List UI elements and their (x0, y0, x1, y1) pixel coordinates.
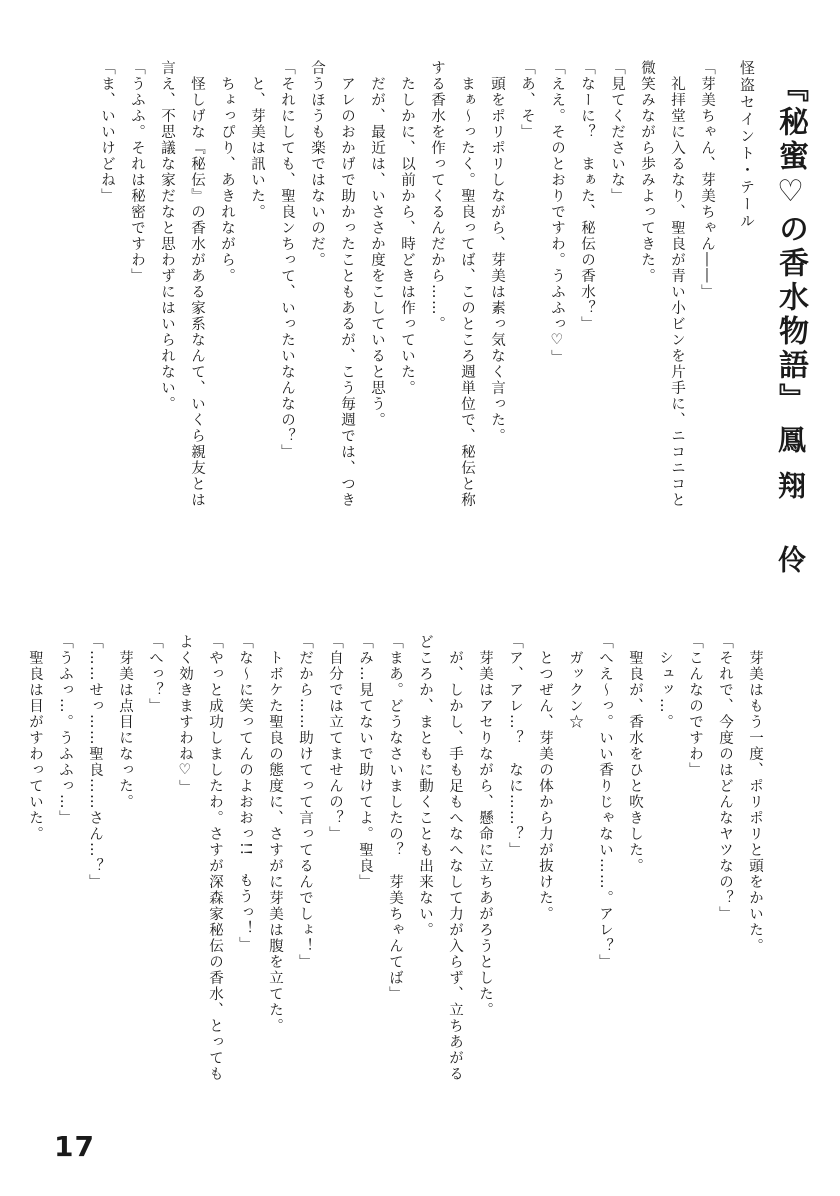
text-line: 「芽美ちゃん、芽美ちゃん――」 (699, 60, 715, 300)
text-line: 「それにしても、聖良ンちって、いったいなんなの？」 (279, 60, 295, 460)
text-line: が、しかし、手も足もへなへなして力が入らず、立ちあがる (447, 634, 463, 1082)
text-line: 芽美はアセりながら、懸命に立ちあがろうとした。 (477, 634, 493, 1018)
text-line: 芽美はもう一度、ポリポリと頭をかいた。 (747, 634, 763, 954)
top-text-block (92, 60, 722, 580)
text-line: 「やっと成功しましたわ。さすが深森家秘伝の香水、とっても (207, 634, 223, 1082)
text-line: 「ま、いいけどね」 (99, 60, 115, 204)
text-line: 聖良が、香水をひと吹きした。 (627, 634, 643, 874)
text-line: よく効きますわね♡」 (177, 634, 193, 796)
text-line: 「見てくださいな」 (609, 60, 625, 204)
page-number: 17 (54, 1130, 95, 1163)
series-title: 怪盗セイント・テール (738, 60, 756, 230)
text-line: 「ええ。そのとおりですわ。うふふっ♡」 (549, 60, 565, 366)
text-line: ガックン☆ (567, 634, 583, 730)
text-line: どころか、まともに動くことも出来ない。 (417, 634, 433, 938)
text-line: 「うふっ…。うふふっ…」 (57, 634, 73, 826)
text-line: する香水を作ってくるんだから……。 (429, 60, 445, 332)
text-line: 合うほうも楽ではないのだ。 (309, 60, 325, 268)
text-line: 「自分では立てませんの？」 (327, 634, 343, 842)
text-line: と、芽美は訊いた。 (249, 60, 265, 220)
text-line: 微笑みながら歩みよってきた。 (639, 60, 655, 284)
text-line: 言え、不思議な家だなと思わずにはいられない。 (159, 60, 175, 412)
text-line: 怪しげな『秘伝』の香水がある家系なんて、いくら親友とは (189, 60, 205, 508)
text-line: 「ア、アレ…？ なに……？」 (507, 634, 523, 858)
text-line: 「あ、そ」 (519, 60, 535, 140)
text-line: 「へっ？」 (147, 634, 163, 714)
text-line: 「なーに？ まぁた、秘伝の香水？」 (579, 60, 595, 332)
story-title: 『秘蜜♡の香水物語』 (773, 72, 808, 417)
text-line: 「それで、今度のはどんなヤツなの？」 (717, 634, 733, 922)
text-line: 芽美は点目になった。 (117, 634, 133, 810)
text-line: 聖良は目がすわっていた。 (27, 634, 43, 842)
text-line: まぁ～ったく。聖良ってば、このところ週単位で、秘伝と称 (459, 60, 475, 508)
text-line: トボケた聖良の態度に、さすがに芽美は腹を立てた。 (267, 634, 283, 1034)
text-line: とつぜん、芽美の体から力が抜けた。 (537, 634, 553, 922)
text-line: 「こんなのですわ」 (687, 634, 703, 778)
text-line: たしかに、以前から、時どきは作っていた。 (399, 60, 415, 396)
text-line: 頭をポリポリしながら、芽美は素っ気なく言った。 (489, 60, 505, 444)
text-line: ちょっぴり、あきれながら。 (219, 60, 235, 284)
text-line: 「み…見てないで助けてよ。聖良」 (357, 634, 373, 890)
text-line: シュッ…。 (657, 634, 673, 730)
text-line: だが、最近は、いささか度をこしていると思う。 (369, 60, 385, 428)
text-line: 「うふふ。それは秘密ですわ」 (129, 60, 145, 284)
author-name: 鳳翔 伶 (774, 425, 807, 591)
text-line: 「……せっ……聖良……さん…？」 (87, 634, 103, 890)
text-line: 「へえ～っ。いい香りじゃない……。アレ？」 (597, 634, 613, 970)
text-line: 「な～に笑ってんのよおおっ!! もうっ！」 (237, 634, 253, 953)
text-line: 礼拝堂に入るなり、聖良が青い小ビンを片手に、ニコニコと (669, 60, 685, 508)
text-line: 「まあ。どうなさいましたの？ 芽美ちゃんてば」 (387, 634, 403, 1002)
text-line: 「だから……助けてって言ってるんでしょ！」 (297, 634, 313, 970)
text-line: アレのおかげで助かったこともあるが、こう毎週では、つき (339, 60, 355, 508)
bottom-text-block (20, 634, 770, 1154)
